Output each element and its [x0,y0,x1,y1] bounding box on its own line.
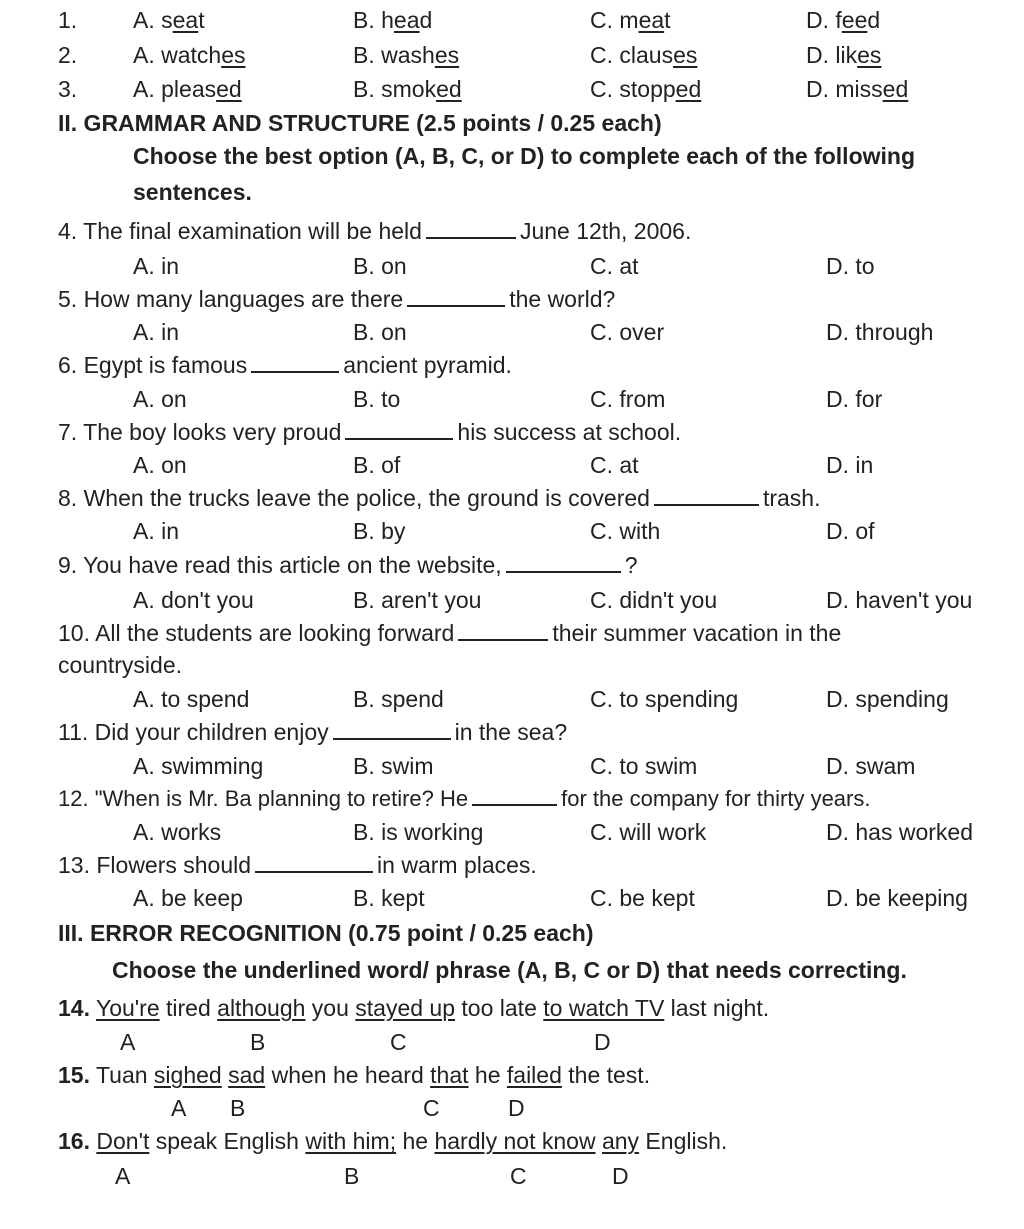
q15-sentence: 15. Tuan sighed sad when he heard that he failed the test. [58,1062,651,1088]
section-3-heading: III. ERROR RECOGNITION (0.75 point / 0.25 each) [58,920,594,946]
q5-option-b[interactable]: B. on [353,319,407,345]
q12-option-d[interactable]: D. has worked [826,819,974,845]
q11-answer-blank[interactable] [333,720,451,740]
q11-option-c[interactable]: C. to swim [590,753,698,779]
q5-stem: 5. How many languages are there the world? [58,286,616,312]
q3-number: 3. [58,76,78,102]
q16-sentence: 16. Don't speak English with him; he hardly not know any English. [58,1128,728,1154]
q13-option-d[interactable]: D. be keeping [826,885,968,911]
q3-option-c: C. stopped [590,76,702,102]
q15-letter-c: C [423,1095,440,1121]
q16-letter-c: C [510,1163,527,1189]
q13-option-c[interactable]: C. be kept [590,885,695,911]
q14-part-b[interactable]: although [217,995,306,1021]
q12-option-a[interactable]: A. works [133,819,222,845]
q14-part-a[interactable]: You're [95,995,160,1021]
section-3-instruction: Choose the underlined word/ phrase (A, B, C or D) that needs correcting. [112,957,907,983]
section-2-instruction-line1: Choose the best option (A, B, C, or D) to complete each of the following [133,143,915,169]
q9-option-c[interactable]: C. didn't you [590,587,718,613]
q4-option-c[interactable]: C. at [590,253,639,279]
q13-answer-blank[interactable] [255,853,373,873]
q12-stem: 12. "When is Mr. Ba planning to retire? He for the company for thirty years. [58,786,871,811]
q12-option-c[interactable]: C. will work [590,819,707,845]
q6-option-c[interactable]: C. from [590,386,666,412]
q9-answer-blank[interactable] [506,553,621,573]
q5-option-d[interactable]: D. through [826,319,934,345]
q16-part-c[interactable]: hardly not know [434,1128,596,1154]
q10-stem: 10. All the students are looking forward their summer vacation in the [58,620,842,646]
q3-option-b: B. smoked [353,76,462,102]
q2-option-c: C. clauses [590,42,698,68]
q10-option-a[interactable]: A. to spend [133,686,250,712]
q16-part-d[interactable]: any [601,1128,640,1154]
q2-option-a: A. watches [133,42,246,68]
q1-option-b: B. head [353,7,433,33]
q6-stem: 6. Egypt is famous ancient pyramid. [58,352,512,378]
section-2-instruction-line2: sentences. [133,179,252,205]
q14-letter-b: B [250,1029,266,1055]
q2-number: 2. [58,42,78,68]
q10-option-c[interactable]: C. to spending [590,686,739,712]
q15-letter-b: B [230,1095,246,1121]
q10-answer-blank[interactable] [458,621,548,641]
q13-option-a[interactable]: A. be keep [133,885,243,911]
q9-stem: 9. You have read this article on the website, ? [58,552,638,578]
q14-letter-a: A [120,1029,136,1055]
q16-letter-a: A [115,1163,131,1189]
q5-answer-blank[interactable] [407,287,505,307]
q7-stem: 7. The boy looks very proud his success at school. [58,419,682,445]
q15-part-c[interactable]: that [430,1062,469,1088]
q15-part-a[interactable]: sighed [153,1062,222,1088]
q4-option-b[interactable]: B. on [353,253,407,279]
q15-part-d[interactable]: failed [506,1062,562,1088]
q8-option-d[interactable]: D. of [826,518,875,544]
q14-sentence: 14. You're tired although you stayed up too late to watch TV last night. [58,995,770,1021]
q2-option-b: B. washes [353,42,460,68]
q12-answer-blank[interactable] [472,786,557,806]
q16-part-b[interactable]: with him; [305,1128,397,1154]
q14-letter-d: D [594,1029,611,1055]
q7-answer-blank[interactable] [345,420,453,440]
q8-option-c[interactable]: C. with [590,518,661,544]
q1-option-c: C. meat [590,7,671,33]
q14-part-d[interactable]: to watch TV [543,995,665,1021]
q7-option-b[interactable]: B. of [353,452,401,478]
q9-option-a[interactable]: A. don't you [133,587,254,613]
q8-option-a[interactable]: A. in [133,518,180,544]
q7-option-a[interactable]: A. on [133,452,187,478]
q10-stem-continued: countryside. [58,652,183,678]
q14-letter-c: C [390,1029,407,1055]
q11-stem: 11. Did your children enjoy in the sea? [58,719,568,745]
q16-letter-d: D [612,1163,629,1189]
q11-option-a[interactable]: A. swimming [133,753,264,779]
q9-option-b[interactable]: B. aren't you [353,587,482,613]
q1-option-d: D. feed [806,7,881,33]
q5-option-c[interactable]: C. over [590,319,665,345]
q15-letter-a: A [171,1095,187,1121]
q16-part-a[interactable]: Don't [96,1128,150,1154]
q4-stem: 4. The final examination will be held June 12th, 2006. [58,218,692,244]
q8-answer-blank[interactable] [654,486,759,506]
q2-option-d: D. likes [806,42,882,68]
q10-option-b[interactable]: B. spend [353,686,444,712]
q7-option-d[interactable]: D. in [826,452,874,478]
q1-number: 1. [58,7,78,33]
q4-answer-blank[interactable] [426,219,516,239]
q3-option-a: A. pleased [133,76,242,102]
q14-part-c[interactable]: stayed up [355,995,456,1021]
q8-stem: 8. When the trucks leave the police, the ground is covered trash. [58,485,821,511]
q13-stem: 13. Flowers should in warm places. [58,852,537,878]
q4-option-a[interactable]: A. in [133,253,180,279]
q12-option-b[interactable]: B. is working [353,819,484,845]
q16-letter-b: B [344,1163,360,1189]
q9-option-d[interactable]: D. haven't you [826,587,973,613]
q15-letter-d: D [508,1095,525,1121]
q11-option-b[interactable]: B. swim [353,753,434,779]
q6-answer-blank[interactable] [251,353,339,373]
q15-part-b[interactable]: sad [228,1062,266,1088]
q3-option-d: D. missed [806,76,909,102]
q7-option-c[interactable]: C. at [590,452,639,478]
q10-option-d[interactable]: D. spending [826,686,949,712]
section-2-heading: II. GRAMMAR AND STRUCTURE (2.5 points / 0.25 each) [58,110,662,136]
q1-option-a: A. seat [133,7,205,33]
q4-option-d[interactable]: D. to [826,253,875,279]
q11-option-d[interactable]: D. swam [826,753,916,779]
q8-option-b[interactable]: B. by [353,518,406,544]
q5-option-a[interactable]: A. in [133,319,180,345]
q13-option-b[interactable]: B. kept [353,885,425,911]
q6-option-b[interactable]: B. to [353,386,401,412]
q6-option-d[interactable]: D. for [826,386,883,412]
q6-option-a[interactable]: A. on [133,386,187,412]
